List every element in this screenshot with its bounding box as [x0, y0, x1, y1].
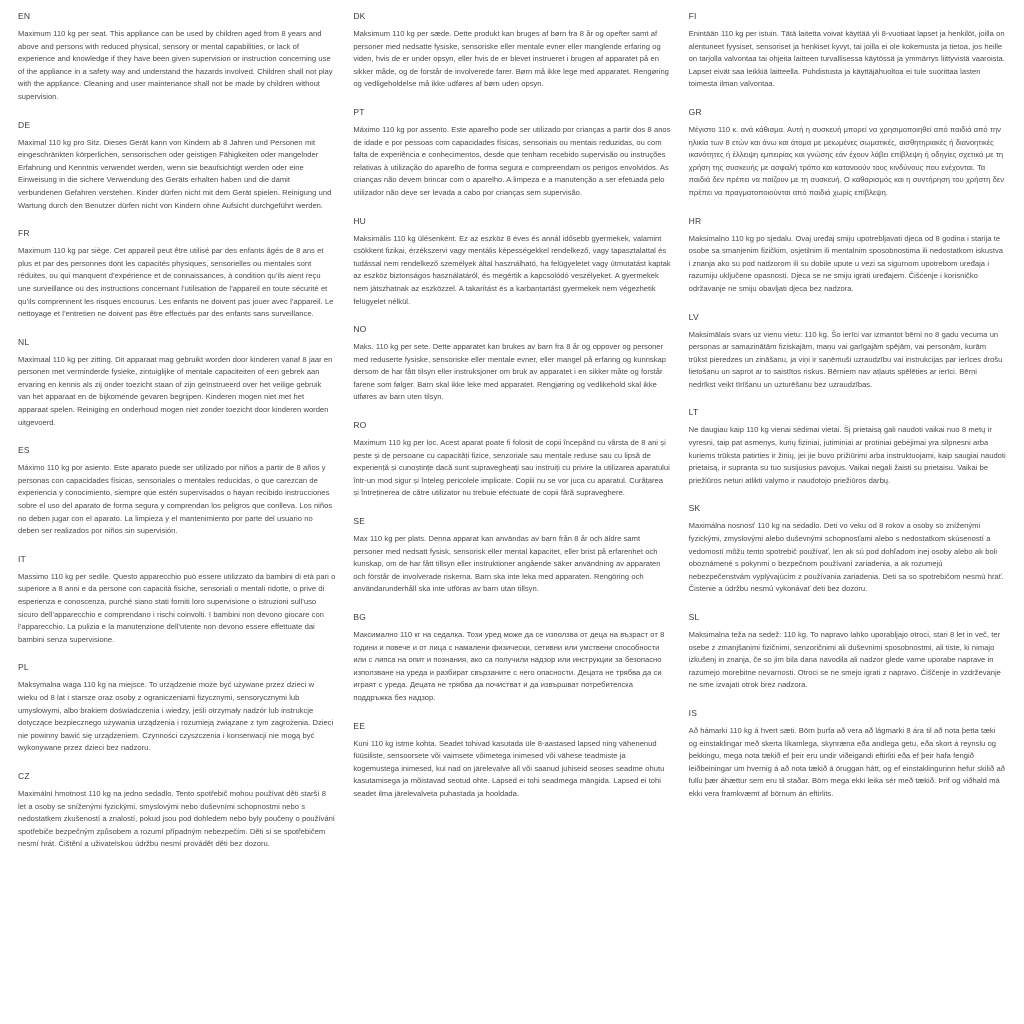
language-code: SL [688, 612, 700, 622]
instruction-text: Massimo 110 kg per sedile. Questo apparecchio può essere utilizzato da bambini di età pari o superiore a 8 anni e da persone con capacità fisiche, sensoriali o mentali ridotte, o prive di esperienza e conoscenza, purché siano stati forniti loro supervisione o istruzioni sull’uso sicuro dell’apparecchio e comprendano i rischi coinvolti. I bambini non devono giocare con l’apparecchio. La pulizia e la manutenzione dell’utente non devono essere effettuate dai bambini senza supervisione. [18, 571, 336, 644]
language-section-fr [18, 227, 335, 321]
instruction-text: Maks. 110 kg per sete. Dette apparatet kan brukes av barn fra 8 år og oppover og personer med reduserte fysiske, sensoriske eller mentale evner, eller mangel på erfaring og kunnskap dersom de har fått tilsyn eller instruksjoner om bruk av apparatet i en sikker måte og forstår farene som følger. Barn skal ikke leke med apparatet. Rengjøring og vedlikehold skal ikke utføres av barn uten tilsyn. [353, 342, 666, 402]
instruction-text: Maximaal 110 kg per zitting. Dit apparaat mag gebruikt worden door kinderen vanaf 8 jaar en personen met verminderde fysieke, zintuiglijke of mentale capaciteiten of een gebrek aan ervaring en kennis als zij onder toezicht staan of zijn geïnstrueerd over het veilige gebruik van het apparaat en de bijkomende gevaren begrijpen. Kinderen mogen niet met het apparaat spelen. Reiniging en onderhoud mogen niet zonder toezicht door kinderen worden uitgevoerd. [18, 354, 333, 427]
language-code: HR [688, 215, 702, 226]
language-code: FI [688, 11, 697, 21]
language-code: PT [353, 106, 365, 117]
language-section-cz [18, 770, 335, 851]
language-code: PL [18, 662, 29, 673]
language-section-lt [689, 406, 1006, 487]
language-code: DK [353, 11, 366, 21]
language-section-is [689, 707, 1006, 801]
language-code: NO [353, 324, 367, 335]
language-code: EN [18, 11, 31, 21]
language-section-fi [689, 10, 1006, 91]
language-section-en [18, 10, 335, 104]
instruction-text: Maksimalno 110 kg po sjedalu. Ovaj uređaj smiju upotrebljavati djeca od 8 godina i starija te osobe sa smanjenim fizičkim, osjetilnim ili mentalnim sposobnostima ili nedostatkom iskustva i znanja ako su pod nadzorom ili su dobile upute u vezi sa sigurnom upotrebom uređaja i razumiju uključene opasnosti. Djeca se ne smiju igrati uređajem. Čišćenje i korisničko održavanje ne smiju obavljati djeca bez nadzora. [688, 233, 1003, 293]
language-section-sk [689, 502, 1006, 596]
instruction-text: Maksimális 110 kg ülésenként. Ez az eszköz 8 éves és annál idősebb gyermekek, valamint csökkent fizikai, érzékszervi vagy mentális képességekkel rendelkező, vagy tapasztalattal és tudással nem rendelkező személyek által használható, ha felügyeletet vagy útmutatást kaptak az eszköz biztonságos használatáról, és megértik a kapcsolódó veszélyeket. A gyermekek nem játszhatnak az eszközzel. A takarítást és a karbantartást gyermekek nem végezhetik felügyelet nélkül. [353, 233, 671, 306]
language-section-no [353, 323, 670, 404]
instruction-text: Maximum 110 kg par siège. Cet appareil peut être utilisé par des enfants âgés de 8 ans et plus et par des personnes dont les capacités physiques, sensorielles ou mentales sont réduites, ou qui manquent d’expérience et de connaissances, à condition qu’ils aient reçu une surveillance ou des instructions concernant l’utilisation de l’appareil en toute sécurité et qu’ils comprennent les risques encourus. Les enfants ne doivent pas jouer avec l’appareil. Le nettoyage et l’entretien ne doivent pas être effectués par des enfants sans surveillance. [18, 246, 334, 319]
instruction-text: Enintään 110 kg per istuin. Tätä laitetta voivat käyttää yli 8-vuotiaat lapset ja henkilöt, joilla on alentuneet fyysiset, sensoriset ja henkiset kyvyt, tai joilla ei ole kokemusta ja tietoa, jos heille on tarjolla valvontaa tai ohjeita laitteen turvallisessa käytössä ja ymmärrys liittyvistä vaaroista. Lapset eivät saa leikkiä laitteella. Puhdistusta ja käyttäjähuoltoa ei tule suorittaa lasten toimesta ilman valvontaa. [688, 29, 1005, 89]
column-2 [353, 10, 670, 1014]
column-3 [689, 10, 1006, 1014]
language-section-hu [353, 215, 670, 309]
language-section-ro [353, 419, 670, 500]
language-section-es [18, 444, 335, 538]
language-code: RO [353, 420, 367, 431]
instruction-text: Máximo 110 kg por assento. Este aparelho pode ser utilizado por crianças a partir dos 8 anos de idade e por pessoas com capacidades físicas, sensoriais ou mentais reduzidas, ou com falta de experiência e conhecimentos, desde que tenham recebido supervisão ou instruções relativas à utilização do aparelho de forma segura e compreendam os perigos envolvidos. As crianças não devem brincar com o aparelho. A limpeza e a manutenção a ser efetuada pelo utilizador não deve ser levada a cabo por crianças sem supervisão. [353, 124, 671, 197]
language-code: CZ [18, 770, 30, 781]
instruction-text: Maximal 110 kg pro Sitz. Dieses Gerät kann von Kindern ab 8 Jahren und Personen mit eingeschränkten körperlichen, sensorischen oder geistigen Fähigkeiten oder mangelnder Erfahrung und Kenntnis verwendet werden, wenn sie beaufsichtigt werden oder eine Einweisung in die sichere Verwendung des Geräts erhalten haben und die damit verbundenen Gefahren verstehen. Kinder dürfen nicht mit dem Gerät spielen. Reinigung und Wartung durch den Benutzer dürfen nicht von Kindern ohne Aufsicht durchgeführt werden. [18, 137, 332, 210]
language-section-gr [689, 106, 1006, 200]
column-1 [18, 10, 335, 1014]
language-section-nl [18, 336, 335, 430]
instruction-text: Maksymalna waga 110 kg na miejsce. To urządzenie może być używane przez dzieci w wieku od 8 lat i starsze oraz osoby z ograniczeniami fizycznymi, sensorycznymi lub umysłowymi, albo brakiem doświadczenia i wiedzy, jeśli otrzymały nadzór lub instrukcje dotyczące bezpiecznego używania urządzenia i rozumieją związane z tym zagrożenia. Dzieci nie powinny bawić się urządzeniem. Czynności czyszczenia i konserwacji nie mogą być wykonywane przez dzieci bez nadzoru. [18, 680, 334, 753]
instruction-text: Maximálna nosnosť 110 kg na sedadlo. Deti vo veku od 8 rokov a osoby so zníženými fyzickými, zmyslovými alebo duševnými schopnosťami alebo s nedostatkom skúseností a vedomostí môžu tento spotrebič používať, len ak sú pod dohľadom inej osoby alebo ak boli oboznámené s pokynmi o bezpečnom používaní zariadenia, a ak rozumejú nebezpečenstvám vyplývajúcim z používania zariadenia. Deti sa so spotrebičom nesmú hrať. Čistenie a údržbu nesmú vykonávať deti bez dozoru. [688, 521, 1004, 594]
instruction-text: Að hámarki 110 kg á hvert sæti. Börn þurfa að vera að lágmarki 8 ára til að nota þetta tæki og einstaklingar með skerta líkamlega, skynræna eða andlega getu, eða skort á reynslu og þekkingu, mega nota tækið ef þeir eru undir viðeigandi eftirliti eða ef þeir hafa fengið leiðbeiningar um hvernig á að nota tækið á öruggan hátt, og ef einstaklingurinn hefur skilið að fullu þær áhættur sem eru til staðar. Börn mega ekki leika sér með tækið. Þrif og viðhald má ekki vera framkvæmt af börnum án eftirlits. [688, 725, 1005, 798]
language-code: LV [688, 311, 699, 322]
instruction-text: Maximum 110 kg per seat. This appliance can be used by children aged from 8 years and above and persons with reduced physical, sensory or mental capabilities, or lack of experience and knowledge if they have been given supervision or instruction concerning use of the appliance in a safety way and understand the hazards involved. Children shall not play with the appliance. Cleaning and user maintenance shall not be made by children without supervision. [18, 29, 333, 101]
language-code: IS [688, 707, 698, 718]
language-code: ES [18, 445, 30, 456]
instruction-text: Maksimalna teža na sedež: 110 kg. To napravo lahko uporabljajo otroci, stari 8 let in več, ter osebe z zmanjšanimi fizičnimi, senzoričnimi ali duševnimi sposobnostmi, ali tiste, ki nimajo izkušenj in znanja, če so jim bila dana navodila ali nadzor glede varne uporabe naprave in razumejo morebitne nevarnosti. Otroci se ne smejo igrati z napravo. Čiščenje in vzdrževanje ne sme izvajati otrok brez nadzora. [688, 630, 1001, 690]
language-code: SK [688, 503, 701, 514]
language-section-lv [689, 311, 1006, 392]
instruction-text: Máximo 110 kg por asiento. Este aparato puede ser utilizado por niños a partir de 8 años y personas con capacidades físicas, sensoriales o mentales reducidas, o que carezcan de experiencia y conocimiento, siempre que estén supervisados o hayan recibido instrucciones sobre el uso del aparato de forma segura y comprendan los peligros que conlleva. Los niños no deben jugar con el aparato. La limpieza y el mantenimiento por parte del usuario no deben ser realizados por niños sin supervisión. [18, 463, 333, 536]
language-section-se [353, 515, 670, 596]
instruction-text: Maximální hmotnost 110 kg na jedno sedadlo. Tento spotřebič mohou používat děti starší 8 let a osoby se sníženými fyzickými, smyslovými nebo duševními schopnostmi nebo s nedostatkem zkušeností a znalostí, pokud jsou pod dohledem nebo byly poučeny o používání spotřebiče bezpečným způsobem a rozumí případným nebezpečím. Děti si se spotřebičem nesmí hrát. Čištění a uživatelskou údržbu nesmí provádět děti bez dozoru. [18, 788, 335, 849]
language-section-bg [353, 611, 670, 705]
language-code: BG [353, 612, 367, 622]
language-section-hr [689, 215, 1006, 296]
language-code: GR [688, 106, 702, 117]
instruction-text: Maximum 110 kg per loc. Acest aparat poate fi folosit de copii începând cu vârsta de 8 ani și peste și de persoane cu capacități fizice, senzoriale sau mentale reduse sau cu lipsă de experiență și cunoștințe dacă sunt supravegheați sau instruiți cu privire la utilizarea aparatului într-un mod sigur și înțeleg pericolele implicate. Copiii nu se vor juca cu aparatul. Curățarea și întreținerea de către utilizator nu trebuie efectuate de copii fără supraveghere. [353, 438, 670, 498]
language-code: IT [18, 553, 26, 564]
language-code: LT [688, 407, 699, 418]
instruction-text: Μέγιστο 110 κ. ανά κάθισμα. Αυτή η συσκευή μπορεί να χρησιμοποιηθεί από παιδιά από την ηλικία των 8 ετών και άνω και άτομα με μειωμένες σωματικές, αισθητηριακές ή διανοητικές ικανότητες ή έλλειψη εμπειρίας και γνώσης εάν έχουν λάβει επίβλεψη ή οδηγίες σχετικά με τη χρήση της συσκευής με ασφαλή τρόπο και κατανοούν τους κινδύνους που ενέχονται. Τα παιδιά δεν πρέπει να παίζουν με τη συσκευή. Ο καθαρισμός και η συντήρηση του χρήστη δεν πρέπει να πραγματοποιούνται από παιδιά χωρίς επίβλεψη. [688, 124, 1005, 197]
instruction-text: Maksimum 110 kg per sæde. Dette produkt kan bruges af børn fra 8 år og opefter samt af personer med nedsatte fysiske, sensoriske eller mentale evner eller manglende erfaring og viden, hvis de er under opsyn, eller hvis de er blevet instrueret i brugen af apparatet på en sikker måde, og de forstår de involverede farer. Børn må ikke lege med apparatet. Rengøring og vedligeholdelse må ikke udføres af børn uden opsyn. [353, 29, 669, 89]
language-section-de [18, 119, 335, 213]
instruction-text: Max 110 kg per plats. Denna apparat kan användas av barn från 8 år och äldre samt personer med nedsatt fysisk, sensorisk eller mental kapacitet, eller brist på erfarenhet och kunskap, om de har fått tillsyn eller instruktioner angående säker användning av apparaten och förstår de involverade riskerna. Barn ska inte leka med apparaten. Rengöring och användarunderhåll ska inte utföras av barn utan tillsyn. [353, 534, 661, 594]
language-code: NL [18, 336, 30, 347]
language-section-it [18, 553, 335, 647]
instruction-text: Ne daugiau kaip 110 kg vienai sėdimai vietai. Šį prietaisą gali naudoti vaikai nuo 8 metų ir vyresni, taip pat asmenys, kurių fiziniai, jutiminiai ar protiniai gebėjimai yra silpnesni arba kuriems trūksta patirties ir žinių, jei jie buvo prižiūrimi arba instruktuojami, kaip saugiai naudoti prietaisą, ir supranta su tuo susijusius pavojus. Vaikai negali žaisti su prietaisu. Vaikai be priežiūros neturi atlikti valymo ir naudotojo priežiūros darbų. [688, 425, 1006, 485]
language-section-ee [353, 720, 670, 801]
instruction-text: Maksimālais svars uz vienu vietu: 110 kg. Šo ierīci var izmantot bērni no 8 gadu vecuma un personas ar samazinātām fiziskajām, maņu vai garīgajām spējām, vai personām, kurām trūkst pieredzes un zināšanu, ja viņi ir saņēmuši uzraudzību vai instrukcijas par ierīces drošu lietošanu un saprot ar to saistītos riskus. Bērniem nav atļauts spēlēties ar ierīci. Bērni nedrīkst veikt tīrīšanu un uzturēšanu bez uzraudzības. [688, 329, 1003, 389]
language-code: EE [353, 720, 366, 731]
language-section-dk [353, 10, 670, 91]
language-code: HU [353, 215, 367, 226]
instruction-text: Максимално 110 кг на седалка. Този уред може да се използва от деца на възраст от 8 години и повече и от лица с намалени физически, сетивни или умствени способности или с липса на опит и познания, ако са получили надзор или инструкции за безопасно използване на уреда и разбират свързаните с него опасности. Децата не трябва да си играят с уреда. Децата не трябва да почистват и да извършват потребителска поддръжка без надзор. [353, 630, 665, 702]
language-section-pt [353, 106, 670, 200]
language-code: DE [18, 119, 31, 130]
language-section-sl [689, 611, 1006, 692]
language-code: SE [353, 516, 366, 527]
language-section-pl [18, 661, 335, 755]
instruction-text: Kuni 110 kg istme kohta. Seadet tohivad kasutada üle 8-aastased lapsed ning vähenenud füüsiliste, sensoorsete või vaimsete võimetega inimesed või vähese teadmiste ja kogemustega inimesed, kui nad on järelevalve all või saanud juhiseid seoses seadme ohutu kasutamisega ja mõistavad seotud ohte. Lapsed ei tohi seadmega mängida. Lapsed ei tohi seadet ilma järelevalveta puhastada ja hooldada. [353, 738, 665, 798]
language-code: FR [18, 228, 30, 239]
